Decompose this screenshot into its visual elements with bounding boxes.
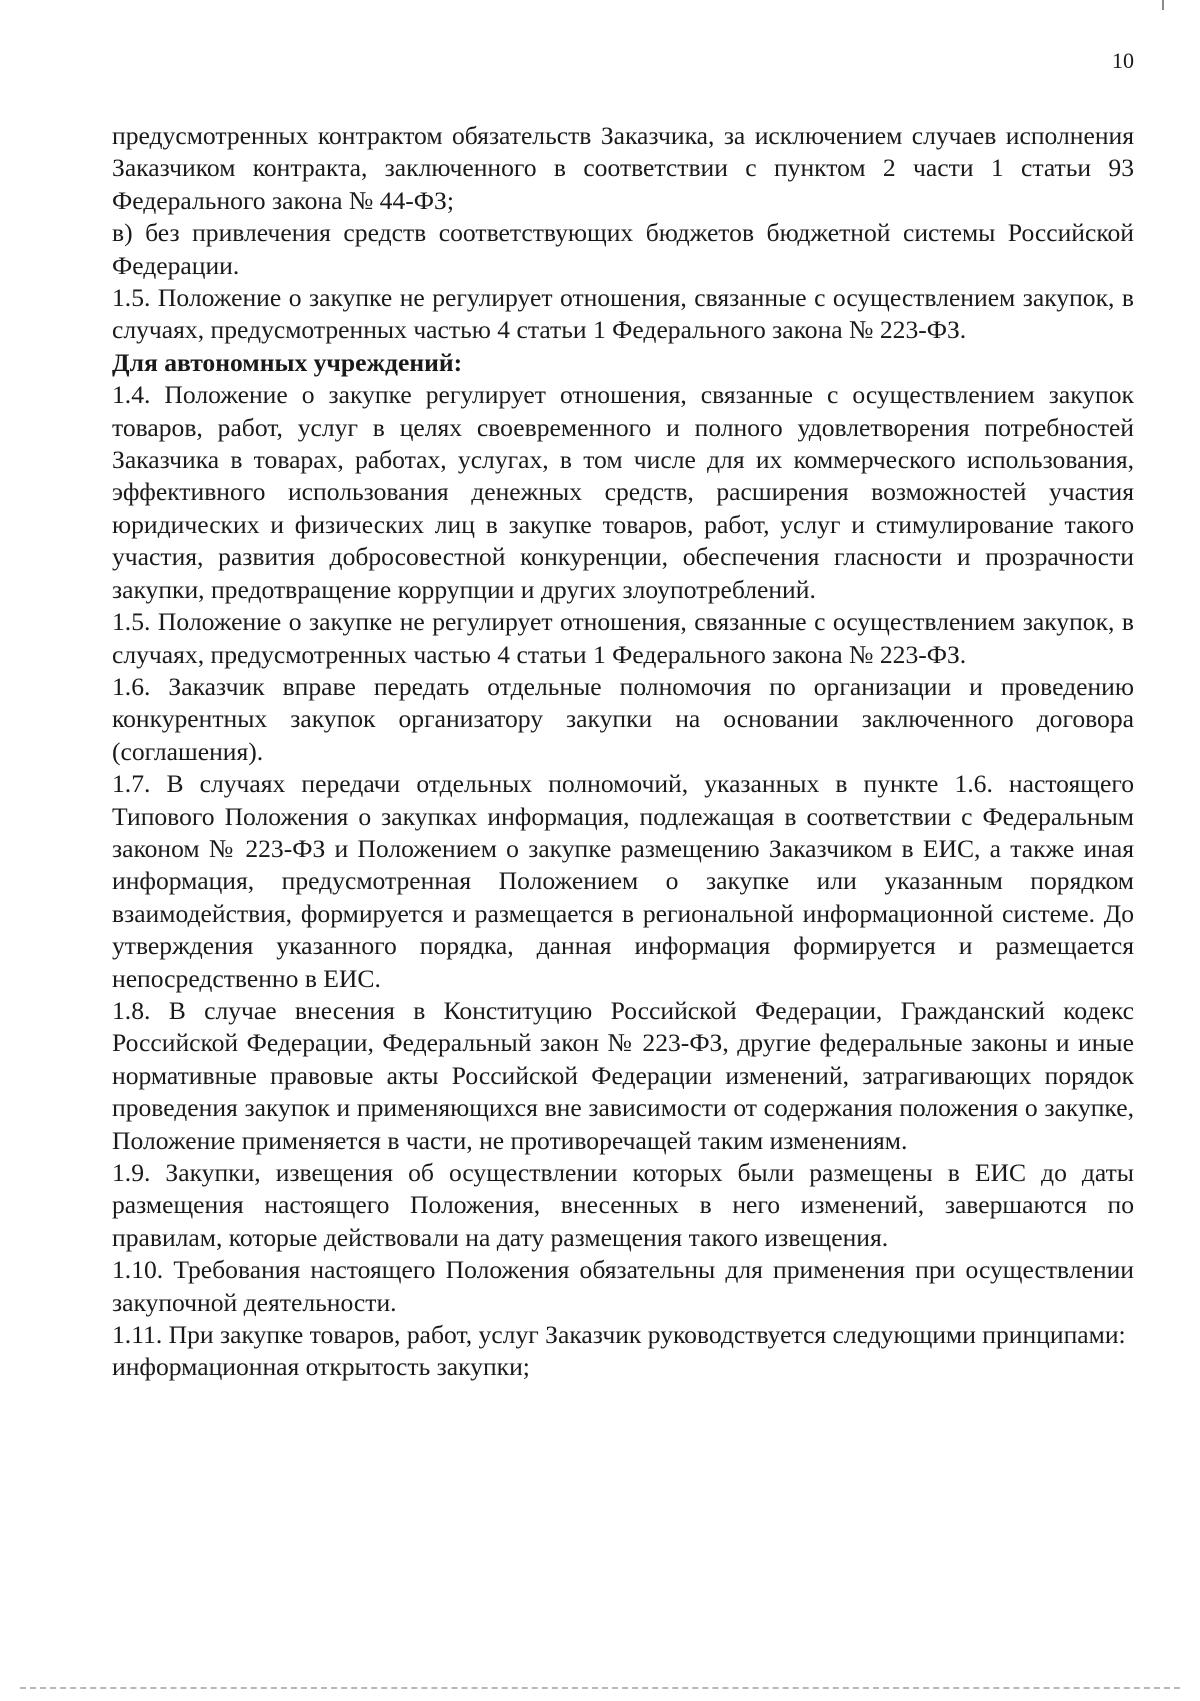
paragraph-1-5: 1.5. Положение о закупке не регулирует отношения, связанные с осуществлением закупок, в случаях, предусмотренных частью 4 статьи 1 Федерального закона № 223-ФЗ. bbox=[112, 283, 1134, 345]
document-body bbox=[112, 120, 1134, 1384]
page-number: 10 bbox=[1112, 48, 1134, 73]
paragraph-1-10: 1.10. Требования настоящего Положения обязательны для применения при осуществлении закупочной деятельности. bbox=[112, 1255, 1134, 1317]
paragraph-1-8: 1.8. В случае внесения в Конституцию Российской Федерации, Гражданский кодекс Российской Федерации, Федеральный закон № 223-ФЗ, другие федеральные законы и иные нормативные правовые акты Российской Федерации изменений, затрагивающих порядок проведения закупок и применяющихся вне зависимости от содержания положения о закупке, Положение применяется в части, не противоречащей таким изменениям. bbox=[112, 995, 1134, 1155]
paragraph-1-6: 1.6. Заказчик вправе передать отдельные полномочия по организации и проведению конкурентных закупок организатору закупки на основании заключенного договора (соглашения). bbox=[112, 671, 1134, 766]
scan-edge-line bbox=[20, 1687, 1180, 1689]
scan-mark bbox=[1162, 0, 1164, 10]
paragraph-1-11: 1.11. При закупке товаров, работ, услуг Заказчик руководствуется следующими принципами: bbox=[112, 1320, 1126, 1350]
paragraph-item-v: в) без привлечения средств соответствующих бюджетов бюджетной системы Российской Федерации. bbox=[112, 218, 1134, 280]
paragraph-1-5-autonomous: 1.5. Положение о закупке не регулирует отношения, связанные с осуществлением закупок, в случаях, предусмотренных частью 4 статьи 1 Федерального закона № 223-ФЗ. bbox=[112, 607, 1134, 669]
paragraph-continuation: предусмотренных контрактом обязательств Заказчика, за исключением случаев исполнения Заказчиком контракта, заключенного в соответствии с пунктом 2 части 1 статьи 93 Федерального закона № 44-ФЗ; bbox=[112, 121, 1134, 215]
paragraph-principle: информационная открытость закупки; bbox=[112, 1352, 530, 1382]
section-heading: Для автономных учреждений: bbox=[112, 347, 463, 377]
paragraph-1-9: 1.9. Закупки, извещения об осуществлении которых были размещены в ЕИС до даты размещения настоящего Положения, внесенных в него изменений, завершаются по правилам, которые действовали на дату размещения такого извещения. bbox=[112, 1158, 1134, 1252]
paragraph-1-7: 1.7. В случаях передачи отдельных полномочий, указанных в пункте 1.6. настоящего Типового Положения о закупках информация, подлежащая в соответствии с Федеральным законом № 223-ФЗ и Положением о закупке размещению Заказчиком в ЕИС, а также иная информация, предусмотренная Положением о закупке или указанным порядком взаимодействия, формируется и размещается в региональной информационной системе. До утверждения указанного порядка, данная информация формируется и размещается непосредственно в ЕИС. bbox=[112, 769, 1134, 993]
paragraph-1-4: 1.4. Положение о закупке регулирует отношения, связанные с осуществлением закупок товаров, работ, услуг в целях своевременного и полного удовлетворения потребностей Заказчика в товарах, работах, услугах, в том числе для их коммерческого использования, эффективного использования денежных средств, расширения возможностей участия юридических и физических лиц в закупке товаров, работ, услуг и стимулирование такого участия, развития добросовестной конкуренции, обеспечения гласности и прозрачности закупки, предотвращение коррупции и других злоупотреблений. bbox=[112, 380, 1134, 604]
